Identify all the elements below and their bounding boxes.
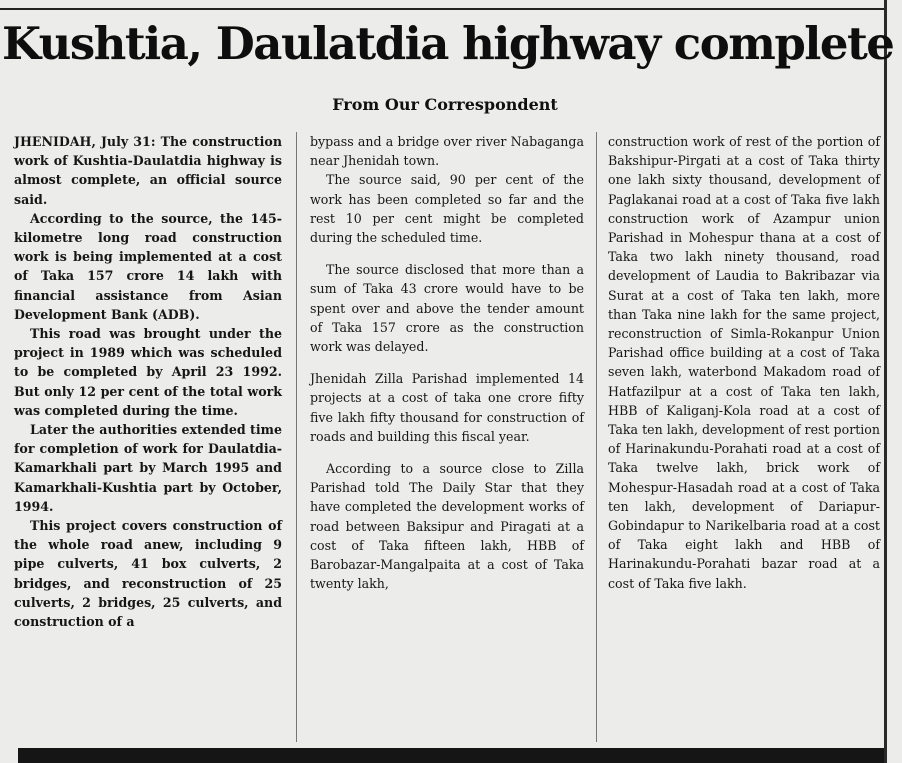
paragraph-gap — [310, 247, 584, 260]
paragraph: construction work of rest of the portion of Bakshipur-Pirgati at a cost of Taka thirty one lakh sixty thousand, development of Paglakanai road at a cost of Taka five lakh construction work of Azampur union Parishad in Mohespur thana at a cost of Taka two lakh ninety thousand, road development of Laudia to Bakribazar via Surat at a cost of Taka ten lakh, more than Taka nine lakh for the same project, reconstruction of Simla-Rokanpur Union Parishad office building at a cost of Taka seven lakh, waterbond Makadom road of Hatfazilpur at a cost of Taka ten lakh, HBB of Kaliganj-Kola road at a cost of Taka ten lakh, development of rest portion of Harinakundu-Porahati road at a cost of Taka twelve lakh, brick work of Mohespur-Hasadah road at a cost of Taka ten lakh, development of Dariapur-Gobindapur to Narikelbaria road at a cost of Taka eight lakh and HBB of Harinakundu-Porahati bazar road at a cost of Taka five lakh. — [608, 134, 881, 591]
top-rule — [0, 8, 886, 10]
paragraph: The source disclosed that more than a sum of Taka 43 crore would have to be spent over and above the tender amount of Taka 157 crore as the construction work was delayed. — [310, 262, 584, 355]
paragraph: bypass and a bridge over river Nabaganga near Jhenidah town. — [310, 134, 584, 169]
paragraph: According to the source, the 145-kilometre long road construction work is being implemented at a cost of Taka 157 crore 14 lakh with financial assistance from Asian Development Bank (ADB). — [14, 210, 282, 322]
column-2 — [310, 132, 584, 593]
paragraph: Jhenidah Zilla Parishad implemented 14 projects at a cost of taka one crore fifty five lakh fifty thousand for construction of roads and building this fiscal year. — [310, 371, 584, 444]
column-3 — [608, 132, 880, 593]
paragraph: This project covers construction of the whole road anew, including 9 pipe culverts, 41 box culverts, 2 bridges, and reconstruction of 25 culverts, 2 bridges, 25 culverts, and construction of a — [14, 518, 282, 630]
paragraph: JHENIDAH, July 31: The construction work of Kushtia-Daulatdia highway is almost complete, an official source said. — [14, 134, 282, 207]
paragraph-gap — [310, 356, 584, 369]
paragraph-gap — [310, 446, 584, 459]
headline: Kushtia, Daulatdia highway complete — [2, 17, 894, 70]
column-1 — [14, 132, 282, 631]
byline: From Our Correspondent — [332, 95, 558, 114]
paragraph: According to a source close to Zilla Parishad told The Daily Star that they have completed the development works of road between Baksipur and Piragati at a cost of Taka fifteen lakh, HBB of Barobazar-Mangalpaita at a cost of Taka twenty lakh, — [310, 461, 584, 592]
paragraph: This road was brought under the project in 1989 which was scheduled to be completed by April 23 1992. But only 12 per cent of the total work was completed during the time. — [14, 326, 282, 418]
bottom-rule — [18, 748, 884, 763]
right-rule — [884, 0, 887, 763]
column-divider — [296, 132, 297, 742]
paragraph: The source said, 90 per cent of the work has been completed so far and the rest 10 per cent might be completed during the scheduled time. — [310, 172, 584, 246]
paragraph: Later the authorities extended time for completion of work for Daulatdia-Kamarkhali part by March 1995 and Kamarkhali-Kushtia part by October, 1994. — [14, 422, 282, 514]
column-divider — [596, 132, 597, 742]
